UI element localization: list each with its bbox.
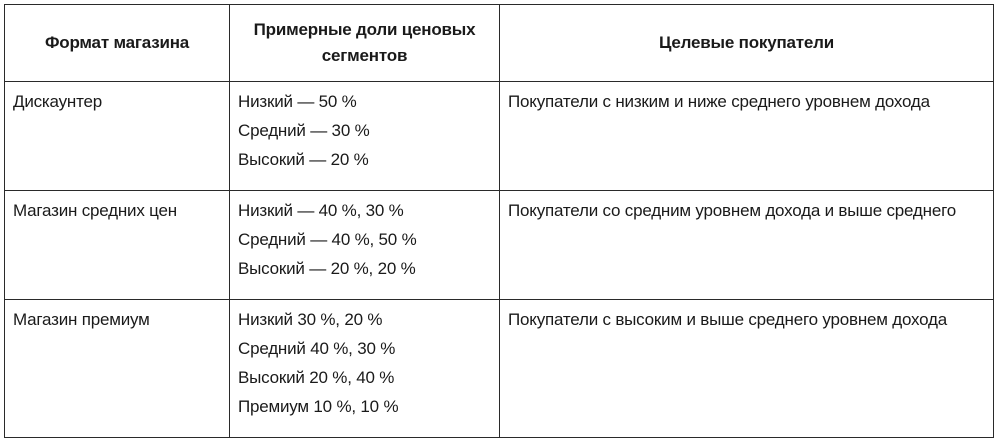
- header-store-format: Формат магазина: [5, 5, 230, 82]
- share-line: Премиум 10 %, 10 %: [238, 397, 399, 416]
- store-format-cell: Дискаунтер: [5, 82, 230, 191]
- share-line: Низкий — 50 %: [238, 92, 357, 111]
- store-format-cell: Магазин премиум: [5, 300, 230, 438]
- share-line: Низкий 30 %, 20 %: [238, 310, 383, 329]
- share-line: Высокий 20 %, 40 %: [238, 368, 395, 387]
- header-price-segment-shares: Примерные доли ценовых сегментов: [230, 5, 500, 82]
- share-line: Средний — 30 %: [238, 121, 370, 140]
- price-shares-cell: [230, 82, 500, 191]
- price-shares-cell: [230, 191, 500, 300]
- store-format-table: [4, 4, 994, 438]
- table-row: [5, 82, 994, 191]
- header-target-customers: Целевые покупатели: [500, 5, 994, 82]
- share-line: Средний — 40 %, 50 %: [238, 230, 417, 249]
- price-shares-cell: [230, 300, 500, 438]
- share-line: Высокий — 20 %: [238, 150, 369, 169]
- target-customers-cell: Покупатели с низким и ниже среднего уровнем дохода: [500, 82, 994, 191]
- table-row: [5, 300, 994, 438]
- target-customers-cell: Покупатели с высоким и выше среднего уровнем дохода: [500, 300, 994, 438]
- target-customers-cell: Покупатели со средним уровнем дохода и выше среднего: [500, 191, 994, 300]
- share-line: Высокий — 20 %, 20 %: [238, 259, 416, 278]
- table-header-row: [5, 5, 994, 82]
- share-line: Средний 40 %, 30 %: [238, 339, 396, 358]
- table-row: [5, 191, 994, 300]
- store-format-cell: Магазин средних цен: [5, 191, 230, 300]
- share-line: Низкий — 40 %, 30 %: [238, 201, 404, 220]
